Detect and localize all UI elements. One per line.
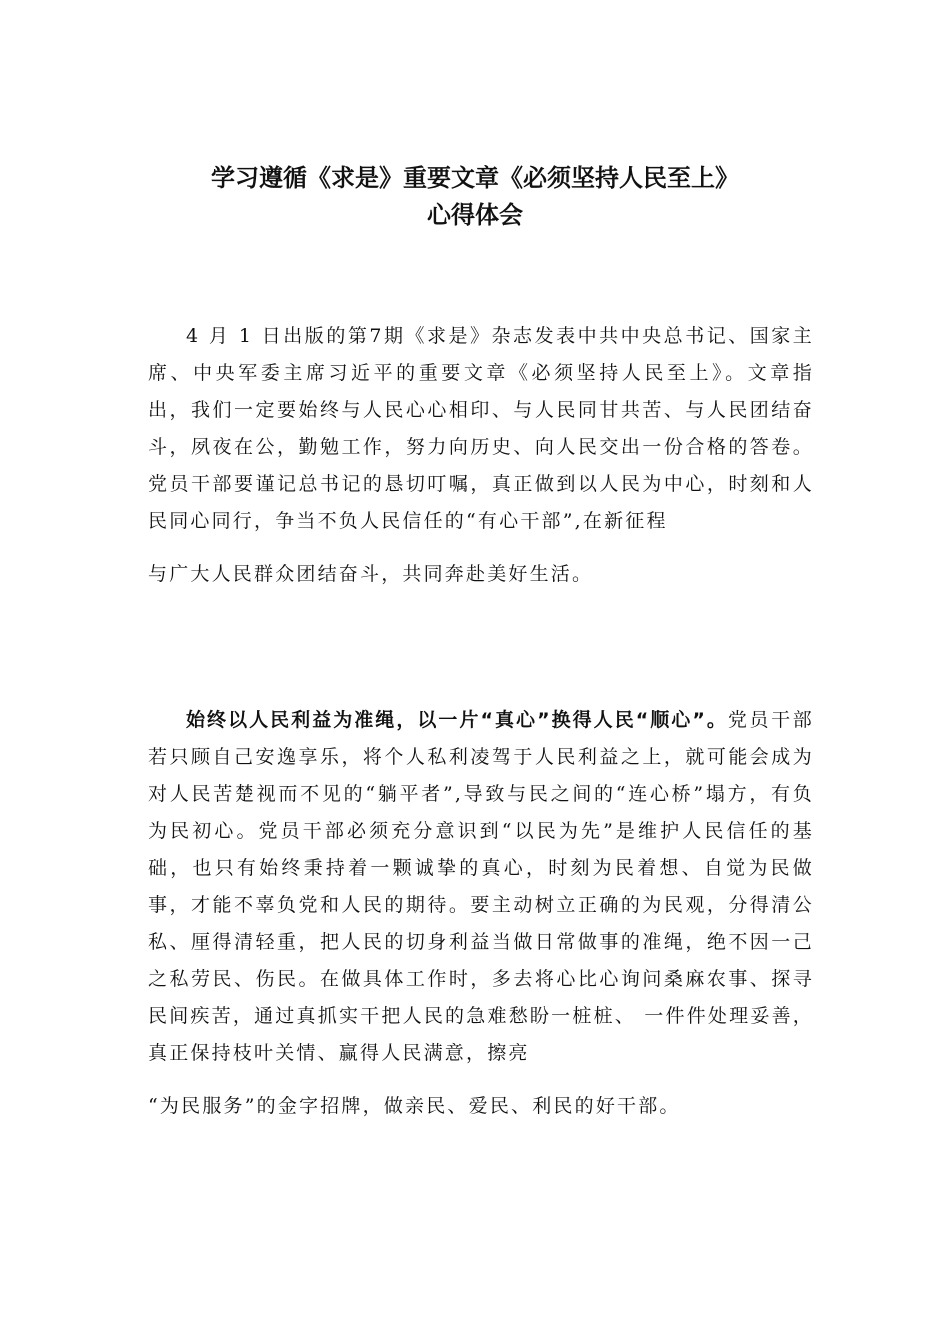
paragraph-intro-body: 4 月 1 日出版的第7期《求是》杂志发表中共中央总书记、国家主席、中央军委主席习近平的重要文章《必须坚持人民至上》。文章指出，我们一定要始终与人民心心相印、与人民同甘共苦、与人民团结奋斗，夙夜在公，勤勉工作，努力向历史、向人民交出一份合格的答卷。党员干部要谨记总书记的恳切叮嘱，真正做到以人民为中心，时刻和人民同心同行，争当不负人民信任的“有心干部”,在新征程: [148, 325, 814, 532]
section-1-heading: 始终以人民利益为准绳，以一片“真心”换得人民“顺心”。: [186, 709, 728, 731]
document-title-line-2: 心得体会: [427, 201, 523, 229]
paragraph-section-1-body: 党员干部若只顾自己安逸享乐，将个人私利凌驾于人民利益之上，就可能会成为对人民苦楚视而不见的“躺平者”,导致与民之间的“连心桥”塌方，有负为民初心。党员干部必须充分意识到“以民为先”是维护人民信任的基础，也只有始终秉持着一颗诚挚的真心，时刻为民着想、自觉为民做事，才能不辜负党和人民的期待。要主动树立正确的为民观，分得清公私、厘得清轻重，把人民的切身利益当做日常做事的准绳，绝不因一己之私劳民、伤民。在做具体工作时，多去将心比心询问桑麻农事、探寻民间疾苦，通过真抓实干把人民的急难愁盼一桩桩、 一件件处理妥善，真正保持枝叶关情、赢得人民满意，擦亮: [148, 709, 814, 1064]
paragraph-section-1-tail: “为民服务”的金字招牌，做亲民、爱民、利民的好干部。: [148, 1095, 681, 1117]
paragraph-intro: [148, 318, 814, 593]
document-title-line-1: 学习遵循《求是》重要文章《必须坚持人民至上》: [211, 164, 739, 192]
paragraph-intro-tail: 与广大人民群众团结奋斗，共同奔赴美好生活。: [148, 563, 594, 585]
paragraph-section-1: [148, 702, 814, 1125]
